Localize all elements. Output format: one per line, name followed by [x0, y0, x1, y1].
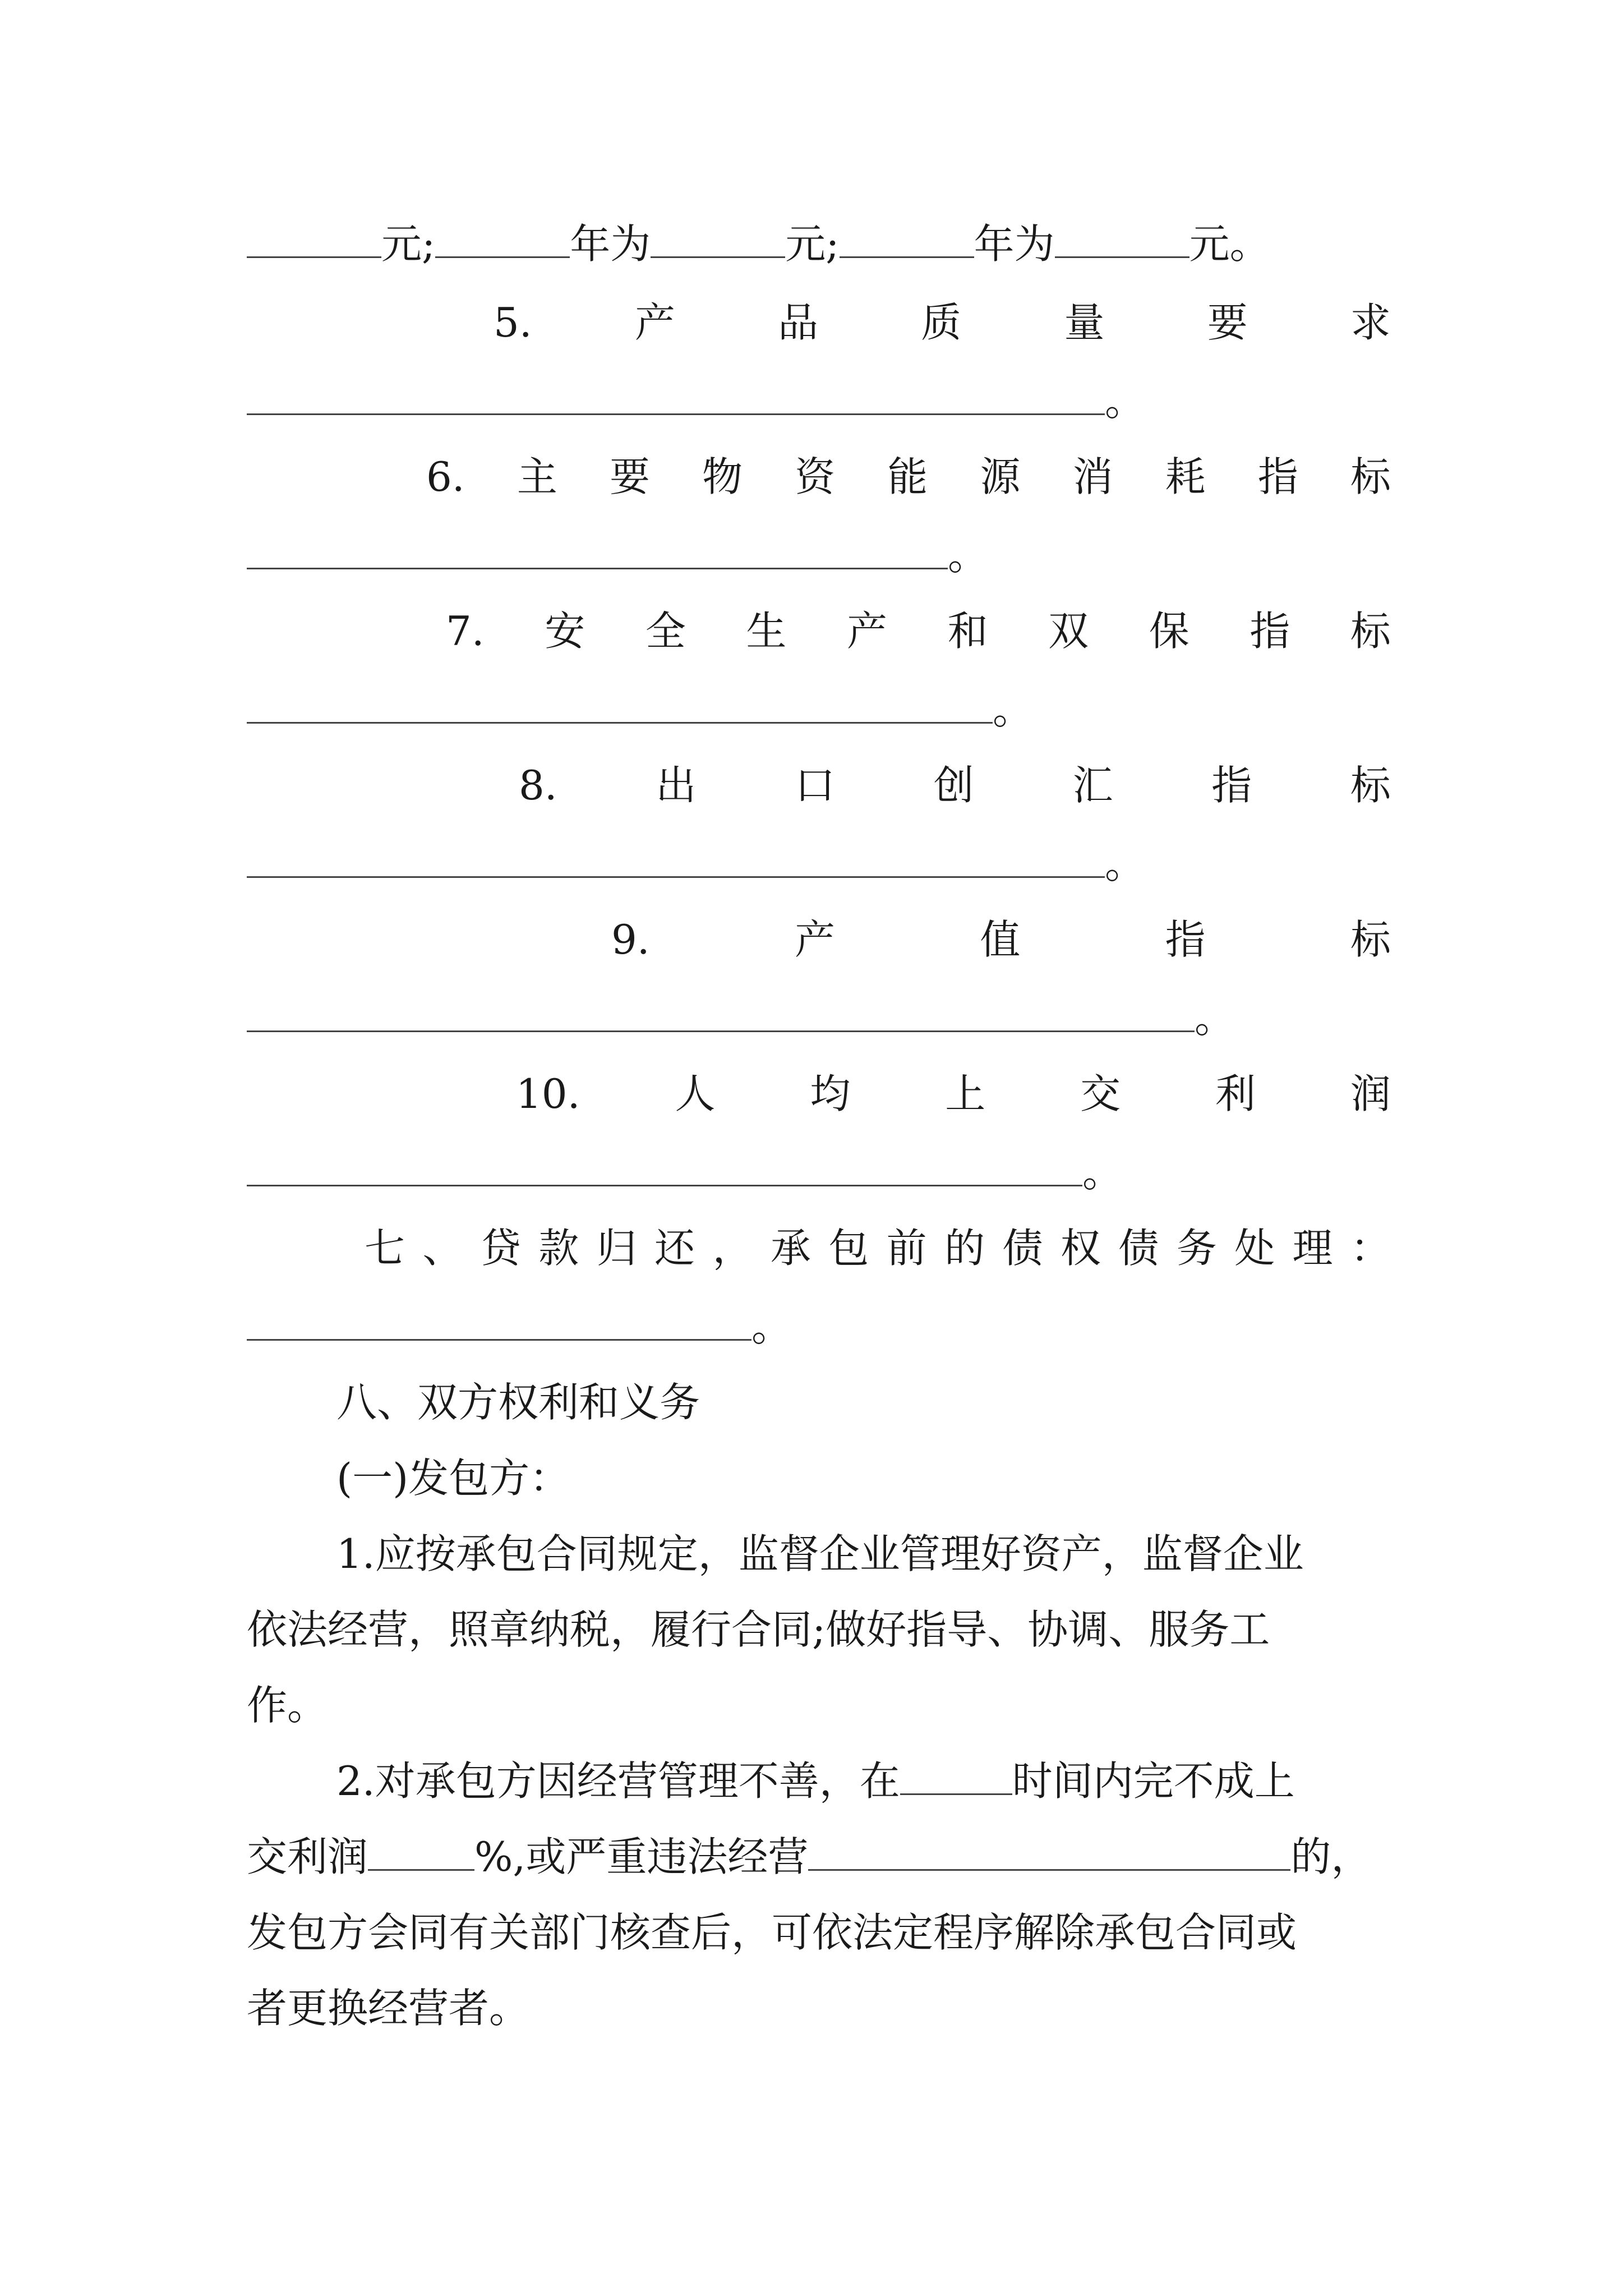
item-number: 7.	[446, 608, 485, 655]
item-char: 创	[933, 762, 974, 809]
blank-field[interactable]	[900, 1756, 1012, 1795]
item-char: 产	[795, 916, 836, 963]
blank-field[interactable]	[840, 219, 974, 258]
item-9-heading	[611, 909, 1391, 970]
item-char: 量	[1064, 299, 1105, 346]
text-segment: %,或严重违法经营	[474, 1833, 809, 1880]
item-char: 出	[656, 762, 697, 809]
item-char: 求	[1350, 299, 1391, 346]
text-segment: 时间内完不成上	[1012, 1757, 1295, 1805]
blank-field[interactable]	[435, 219, 570, 258]
item-char: 标	[1350, 608, 1391, 655]
text-segment: 的，	[1290, 1833, 1372, 1880]
section-7-blank-line	[247, 1296, 1391, 1358]
text-segment: 元;	[785, 220, 840, 268]
blank-field[interactable]	[247, 993, 1195, 1032]
blank-field[interactable]	[247, 531, 948, 569]
blank-field[interactable]	[247, 376, 1105, 415]
period: 。	[1105, 840, 1146, 887]
item-char: 汇	[1072, 762, 1113, 809]
item-8-heading	[519, 754, 1391, 816]
heading-char: 承	[770, 1225, 811, 1272]
item-8-blank-line	[247, 833, 1391, 895]
clause-1-line-2: 依法经营，照章纳税，履行合同;做好指导、协调、服务工	[247, 1606, 1270, 1653]
item-char: 保	[1149, 608, 1189, 655]
item-number: 6.	[426, 453, 465, 500]
item-char: 标	[1350, 916, 1391, 963]
item-5-heading	[494, 292, 1391, 353]
heading-char: 还	[654, 1225, 695, 1272]
text-segment: 元;	[381, 220, 436, 268]
blank-field[interactable]	[247, 1302, 751, 1341]
item-char: 指	[1211, 762, 1252, 809]
item-char: 利	[1215, 1070, 1256, 1117]
heading-char: 理	[1292, 1225, 1333, 1272]
item-char: 主	[517, 453, 557, 500]
clause-2-line-4: 者更换经营者。	[247, 1985, 530, 2032]
item-char: 双	[1048, 608, 1089, 655]
item-char: 口	[795, 762, 836, 809]
item-char: 润	[1350, 1070, 1391, 1117]
item-5-blank-line	[247, 370, 1391, 432]
heading-char: 款	[538, 1225, 579, 1272]
clause-1-line-3: 作。	[247, 1682, 328, 1729]
item-9-blank-line	[247, 987, 1391, 1049]
item-7-heading	[446, 600, 1391, 662]
text-segment: 年为	[974, 220, 1055, 268]
item-char: 产	[847, 608, 888, 655]
item-char: 安	[545, 608, 585, 655]
heading-char: 归	[596, 1225, 637, 1272]
blank-field[interactable]	[247, 685, 993, 724]
item-char: 标	[1350, 762, 1391, 809]
item-char: 要	[609, 453, 650, 500]
item-char: 资	[795, 453, 836, 500]
blank-field[interactable]	[247, 219, 381, 258]
heading-char: 贷	[480, 1225, 521, 1272]
clause-2-line-3: 发包方会同有关部门核查后，可依法定程序解除承包合同或	[247, 1909, 1297, 1956]
heading-char: 的	[944, 1225, 985, 1272]
item-char: 消	[1072, 453, 1113, 500]
item-char: 产	[634, 299, 675, 346]
item-number: 5.	[494, 299, 532, 346]
section-8-heading: 八、双方权利和义务	[336, 1379, 700, 1426]
party-heading: (一)发包方：	[336, 1455, 570, 1502]
period: 。	[1105, 378, 1146, 425]
item-char: 上	[945, 1070, 986, 1117]
period: 。	[1195, 995, 1235, 1042]
heading-char: 债	[1002, 1225, 1043, 1272]
text-segment: 年为	[570, 220, 651, 268]
item-7-blank-line	[247, 679, 1391, 740]
section-7-heading	[365, 1217, 1391, 1279]
clause-2-line-1	[336, 1750, 1391, 1812]
item-10-blank-line	[247, 1142, 1391, 1203]
text-segment: 交利润	[247, 1833, 368, 1880]
heading-char: ：	[1350, 1225, 1391, 1272]
item-6-heading	[426, 446, 1391, 508]
heading-char: 务	[1176, 1225, 1217, 1272]
text-segment: 2.对承包方因经营管理不善，在	[336, 1757, 900, 1805]
heading-char: 处	[1234, 1225, 1275, 1272]
period: 。	[993, 686, 1034, 733]
item-number: 9.	[611, 916, 650, 963]
item-char: 要	[1207, 299, 1248, 346]
heading-char: 、	[422, 1225, 463, 1272]
item-char: 生	[746, 608, 787, 655]
blank-field[interactable]	[651, 219, 785, 258]
heading-char: ，	[712, 1225, 753, 1272]
blank-field[interactable]	[247, 839, 1105, 878]
item-10-heading	[516, 1063, 1391, 1125]
item-char: 品	[778, 299, 819, 346]
item-char: 指	[1165, 916, 1206, 963]
period: 。	[948, 532, 989, 579]
blank-field[interactable]	[808, 1832, 1290, 1871]
item-char: 和	[947, 608, 988, 655]
blank-field[interactable]	[1055, 219, 1189, 258]
clause-1-line-1: 1.应按承包合同规定，监督企业管理好资产，监督企业	[336, 1530, 1304, 1577]
item-char: 源	[980, 453, 1021, 500]
item-char: 人	[675, 1070, 716, 1117]
heading-char: 前	[886, 1225, 927, 1272]
text-segment: 元。	[1189, 220, 1270, 268]
heading-char: 七	[365, 1225, 405, 1272]
period: 。	[1082, 1149, 1123, 1196]
item-char: 指	[1257, 453, 1298, 500]
heading-char: 包	[828, 1225, 869, 1272]
item-char: 能	[887, 453, 928, 500]
heading-char: 权	[1060, 1225, 1101, 1272]
amount-line	[247, 213, 1391, 275]
clause-2-line-2	[247, 1826, 1391, 1888]
item-char: 物	[702, 453, 743, 500]
period: 。	[751, 1303, 792, 1350]
item-char: 质	[921, 299, 962, 346]
item-char: 均	[810, 1070, 851, 1117]
item-6-blank-line	[247, 524, 1391, 586]
item-char: 交	[1080, 1070, 1121, 1117]
item-char: 耗	[1165, 453, 1206, 500]
item-char: 指	[1249, 608, 1290, 655]
item-number: 10.	[516, 1070, 580, 1117]
blank-field[interactable]	[247, 1148, 1082, 1186]
item-char: 值	[980, 916, 1021, 963]
item-char: 标	[1350, 453, 1391, 500]
heading-char: 债	[1118, 1225, 1159, 1272]
item-char: 全	[645, 608, 686, 655]
blank-field[interactable]	[368, 1832, 474, 1871]
item-number: 8.	[519, 762, 557, 809]
